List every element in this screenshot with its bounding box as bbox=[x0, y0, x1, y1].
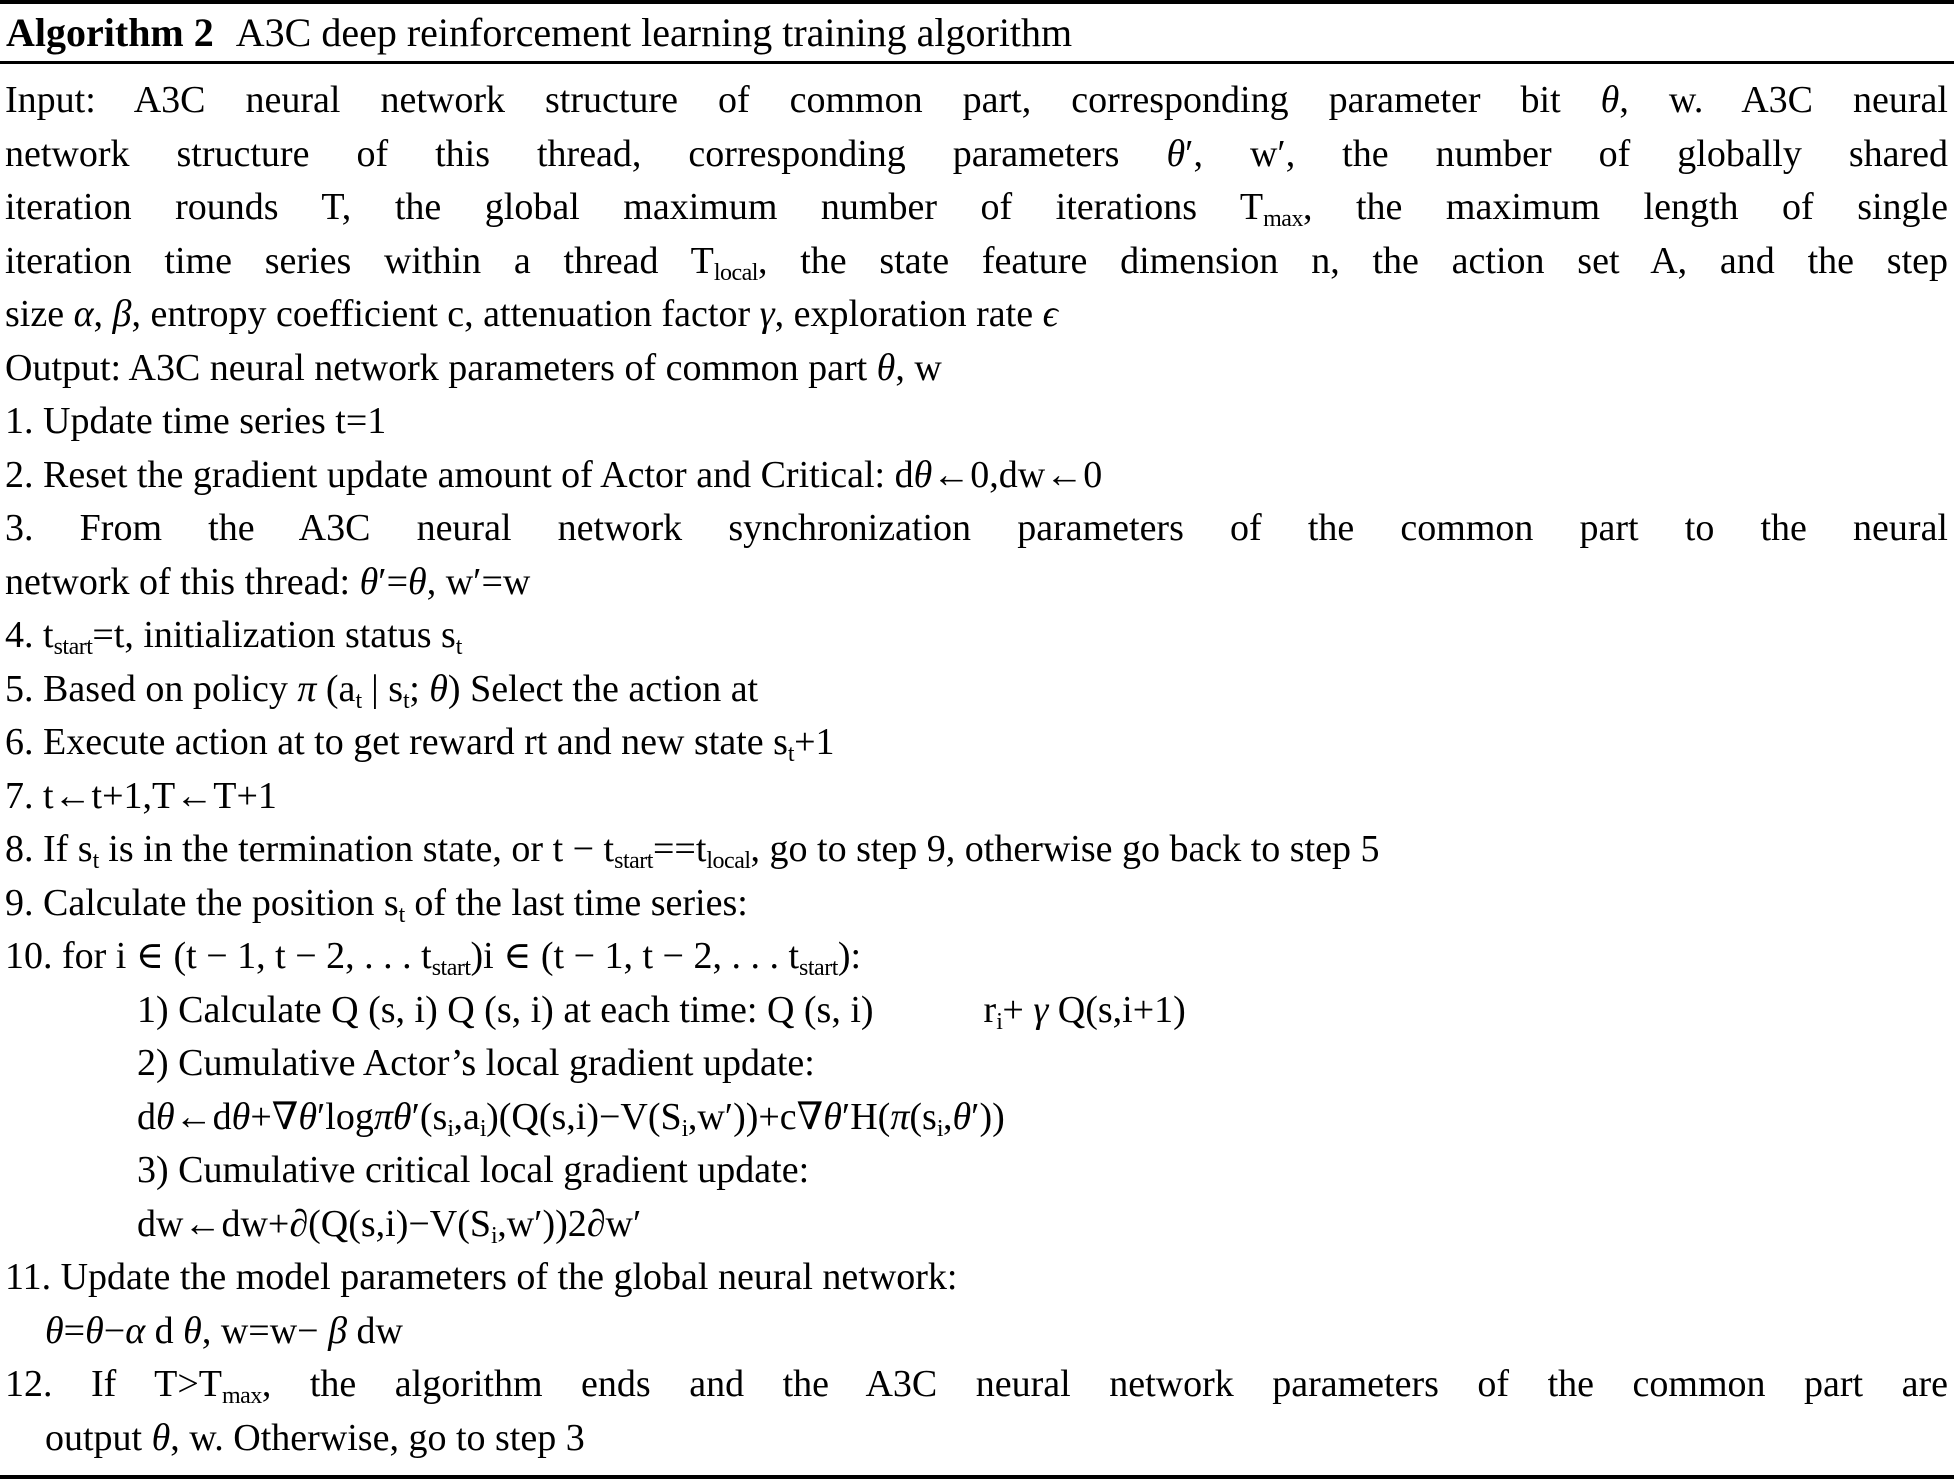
math-variable: θ bbox=[913, 453, 933, 496]
text-segment: is in the termination state, or t − t bbox=[98, 828, 615, 870]
text-segment: , entropy coefficient c, attenuation factor bbox=[131, 293, 760, 335]
step-10 bbox=[5, 930, 1948, 984]
input-line-4 bbox=[5, 235, 1948, 289]
text-segment: 2) Cumulative Actor’s local gradient update: bbox=[137, 1042, 815, 1084]
text-segment: d bbox=[145, 1309, 184, 1352]
critic-gradient-formula bbox=[5, 1198, 1948, 1252]
text-segment: , the algorithm ends and the A3C neural network parameters of the common part are bbox=[261, 1363, 1948, 1405]
step-2 bbox=[5, 449, 1948, 503]
text-segment: , bbox=[93, 293, 113, 335]
text-segment: , w=w− bbox=[201, 1309, 329, 1352]
text-segment: 8. If s bbox=[5, 828, 93, 870]
subscript-text: start bbox=[799, 955, 838, 981]
text-segment: + bbox=[1002, 988, 1034, 1031]
step-12-line-1 bbox=[5, 1358, 1948, 1412]
math-variable: θ bbox=[45, 1309, 64, 1352]
step-9 bbox=[5, 877, 1948, 931]
text-segment: +1 bbox=[794, 721, 835, 763]
text-segment: , the maximum length of single bbox=[1302, 186, 1948, 228]
text-segment: 3. From the A3C neural network synchronization parameters of the common part to the neural bbox=[5, 507, 1948, 549]
math-variable: θ bbox=[876, 346, 896, 389]
text-segment: 2. Reset the gradient update amount of Actor and Critical: d bbox=[5, 453, 914, 496]
text-segment: ) Select the action at bbox=[447, 667, 759, 710]
subscript-text: local bbox=[713, 259, 758, 286]
math-variable: β bbox=[112, 293, 132, 335]
text-segment: d bbox=[137, 1095, 156, 1138]
step-7 bbox=[5, 770, 1948, 824]
text-segment: 12. If T>T bbox=[5, 1363, 223, 1405]
text-segment: dw←dw+∂(Q(s,i)−V(S bbox=[137, 1202, 492, 1245]
text-segment: )(Q(s,i)−V(S bbox=[486, 1095, 682, 1138]
math-variable: α bbox=[73, 293, 94, 335]
text-segment: , the state feature dimension n, the action set A, and the step bbox=[757, 239, 1948, 282]
text-segment: ==t bbox=[652, 828, 707, 870]
math-variable: θ bbox=[408, 560, 427, 603]
input-line-5 bbox=[5, 288, 1948, 342]
text-segment: ,a bbox=[453, 1095, 480, 1138]
text-segment: ←0,dw←0 bbox=[932, 453, 1103, 496]
math-variable: θ bbox=[183, 1309, 202, 1352]
text-segment: network of this thread: bbox=[5, 560, 360, 603]
math-variable: θ bbox=[231, 1095, 251, 1138]
step-3-line-2 bbox=[5, 556, 1948, 610]
text-segment: size bbox=[5, 293, 74, 335]
algorithm-number: Algorithm 2 bbox=[6, 10, 214, 55]
math-variable: θ bbox=[156, 1095, 175, 1138]
step-11 bbox=[5, 1251, 1948, 1305]
step-8 bbox=[5, 823, 1948, 877]
math-variable: π bbox=[890, 1095, 910, 1138]
text-segment: 1. Update time series t=1 bbox=[5, 400, 387, 442]
subscript-text: i bbox=[479, 1115, 487, 1142]
step-6 bbox=[5, 716, 1948, 770]
text-segment: , w′=w bbox=[426, 560, 531, 603]
text-segment: 11. Update the model parameters of the global neural network: bbox=[5, 1256, 958, 1298]
text-segment: 9. Calculate the position s bbox=[5, 881, 399, 924]
subscript-text: start bbox=[614, 848, 653, 874]
text-segment: =t, initialization status s bbox=[92, 614, 456, 656]
subscript-text: t bbox=[403, 687, 410, 714]
text-segment: output bbox=[45, 1416, 152, 1459]
text-segment: , go to step 9, otherwise go back to step 5 bbox=[750, 828, 1380, 870]
math-variable: α bbox=[125, 1309, 146, 1352]
text-segment: 1) Calculate Q (s, i) Q (s, i) at each time: Q (s, i) bbox=[137, 988, 874, 1031]
text-segment: 10. for i ∈ (t − 1, t − 2, . . . t bbox=[5, 935, 432, 977]
text-segment: ′= bbox=[378, 560, 409, 603]
text-segment: 4. t bbox=[5, 614, 54, 656]
math-variable: θ bbox=[952, 1095, 972, 1138]
math-variable: θ bbox=[823, 1095, 842, 1138]
text-segment: 7. t←t+1,T←T+1 bbox=[5, 774, 277, 817]
text-segment: ′(s bbox=[411, 1095, 448, 1138]
text-segment: ,w′))2∂w′ bbox=[497, 1202, 642, 1245]
subscript-text: max bbox=[222, 1383, 262, 1409]
text-segment: 5. Based on policy bbox=[5, 667, 298, 710]
bottom-rule bbox=[0, 1475, 1954, 1479]
text-segment: , bbox=[942, 1095, 953, 1138]
subscript-text: i bbox=[681, 1115, 688, 1142]
algorithm-body bbox=[0, 64, 1954, 1465]
text-segment: , w bbox=[895, 346, 942, 389]
algorithm-title: A3C deep reinforcement learning training algorithm bbox=[235, 10, 1073, 55]
subscript-text: t bbox=[455, 634, 462, 660]
text-segment: dw bbox=[347, 1309, 403, 1352]
math-variable: θ bbox=[429, 667, 448, 710]
text-segment: ′, w′, the number of globally shared bbox=[1185, 132, 1949, 175]
math-variable: ϵ bbox=[1042, 293, 1058, 335]
global-update-formula bbox=[5, 1305, 1948, 1359]
step-3-line-1 bbox=[5, 502, 1948, 556]
step-1 bbox=[5, 395, 1948, 449]
math-variable: γ bbox=[759, 293, 775, 335]
step-4 bbox=[5, 609, 1948, 663]
text-segment: , w. A3C neural bbox=[1619, 79, 1948, 121]
text-segment: 6. Execute action at to get reward rt and new state s bbox=[5, 721, 788, 763]
text-segment: ; bbox=[409, 667, 430, 710]
math-variable: θ bbox=[359, 560, 379, 603]
subscript-text: t bbox=[92, 848, 99, 874]
step-10-sub-3 bbox=[5, 1144, 1948, 1198]
text-segment: +∇ bbox=[250, 1095, 299, 1138]
math-variable: γ bbox=[1033, 988, 1049, 1031]
subscript-text: t bbox=[787, 741, 795, 767]
subscript-text: i bbox=[996, 1008, 1003, 1035]
text-segment: ): bbox=[837, 935, 862, 977]
subscript-text: t bbox=[355, 687, 362, 714]
math-variable: θ bbox=[392, 1095, 412, 1138]
math-variable: θ bbox=[298, 1095, 317, 1138]
text-segment: network structure of this thread, corresponding parameters bbox=[5, 132, 1167, 175]
math-variable: θ bbox=[151, 1416, 171, 1459]
text-segment: )i ∈ (t − 1, t − 2, . . . t bbox=[470, 935, 800, 977]
input-line-2 bbox=[5, 128, 1948, 182]
text-segment: iteration rounds T, the global maximum number of iterations T bbox=[5, 186, 1264, 228]
text-segment: | s bbox=[361, 667, 404, 710]
text-segment: Output: A3C neural network parameters of common part bbox=[5, 346, 877, 389]
subscript-text: i bbox=[447, 1115, 454, 1142]
subscript-text: i bbox=[491, 1222, 498, 1249]
math-variable: π bbox=[297, 667, 317, 710]
input-line-3 bbox=[5, 181, 1948, 235]
subscript-text: start bbox=[431, 955, 471, 981]
subscript-text: max bbox=[1263, 206, 1303, 232]
subscript-text: local bbox=[706, 848, 751, 874]
subscript-text: i bbox=[936, 1115, 943, 1142]
text-segment: ,w′))+c∇ bbox=[687, 1095, 824, 1138]
text-segment: iteration time series within a thread T bbox=[5, 239, 714, 282]
text-segment: Q(s,i+1) bbox=[1048, 988, 1186, 1031]
text-segment: ′)) bbox=[971, 1095, 1005, 1138]
math-variable: θ bbox=[85, 1309, 104, 1352]
math-variable: β bbox=[328, 1309, 348, 1352]
text-segment: r bbox=[983, 988, 997, 1031]
text-segment: 3) Cumulative critical local gradient update: bbox=[137, 1149, 810, 1191]
step-12-line-2 bbox=[5, 1412, 1948, 1466]
text-segment: (a bbox=[316, 667, 356, 710]
algorithm-header bbox=[0, 4, 1954, 61]
text-segment: , w. Otherwise, go to step 3 bbox=[170, 1416, 585, 1459]
step-10-sub-2 bbox=[5, 1037, 1948, 1091]
step-10-sub-1 bbox=[5, 984, 1948, 1038]
text-segment: ←d bbox=[174, 1095, 232, 1138]
step-5 bbox=[5, 663, 1948, 717]
text-segment: , exploration rate bbox=[774, 293, 1043, 335]
subscript-text: t bbox=[398, 901, 405, 928]
actor-gradient-formula bbox=[5, 1091, 1948, 1145]
math-variable: θ bbox=[1600, 79, 1620, 121]
text-segment: of the last time series: bbox=[404, 881, 748, 924]
text-segment: ′log bbox=[316, 1095, 374, 1138]
text-segment: Input: A3C neural network structure of common part, corresponding parameter bit bbox=[5, 79, 1601, 121]
text-segment: = bbox=[63, 1309, 86, 1352]
text-segment: ′H( bbox=[841, 1095, 891, 1138]
text-segment: (s bbox=[909, 1095, 937, 1138]
math-variable: π bbox=[373, 1095, 393, 1138]
input-line-1 bbox=[5, 74, 1948, 128]
subscript-text: start bbox=[53, 634, 93, 660]
output-line bbox=[5, 342, 1948, 396]
math-variable: θ bbox=[1166, 132, 1186, 175]
text-segment: − bbox=[103, 1309, 126, 1352]
